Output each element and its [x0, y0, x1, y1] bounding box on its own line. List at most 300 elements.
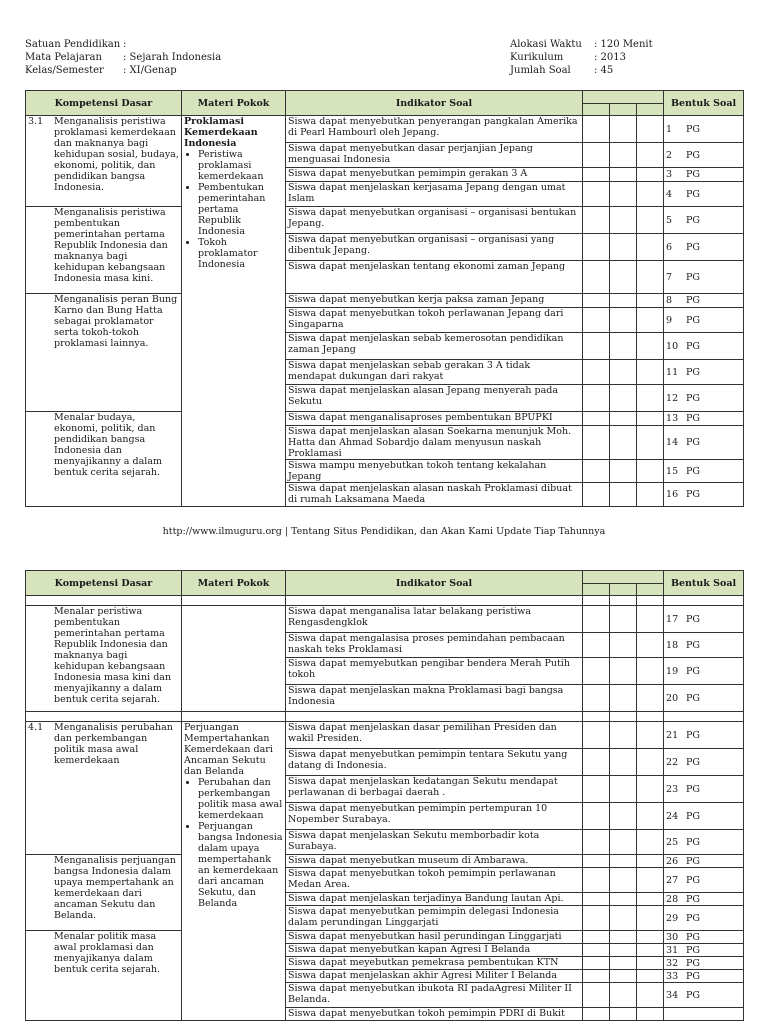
question-number: 25	[666, 836, 679, 848]
level-cell	[583, 333, 610, 360]
question-number: 24	[666, 810, 679, 822]
bentuk-soal-cell	[664, 207, 744, 234]
level-cell	[583, 182, 610, 207]
level-cell	[637, 931, 664, 944]
indikator-cell: Siswa dapat menjelaskan tentang ekonomi zaman Jepang	[286, 261, 583, 294]
indikator-cell: Siswa dapat menyebutkan ibukota RI padaAgresi Militer II Belanda.	[286, 983, 583, 1008]
question-number: 19	[666, 665, 679, 677]
kd-number: 3.1	[28, 116, 44, 127]
question-number: 4	[666, 188, 673, 200]
question-type: PG	[686, 783, 701, 795]
indikator-cell: Siswa dapat menyebutkan tokoh pemimpin PDRI di Bukit	[286, 1008, 583, 1021]
materi-item: • Tokoh proklamator Indonesia	[198, 237, 283, 270]
question-number: 8	[666, 295, 673, 306]
level-cell	[583, 1008, 610, 1021]
indikator-cell: Siswa dapat menyebutkan pemimpin tentara Sekutu yang datang di Indonesia.	[286, 749, 583, 776]
level-cell	[583, 868, 610, 893]
level-cell	[610, 460, 637, 483]
bentuk-soal-cell	[664, 168, 744, 182]
question-number: 32	[666, 957, 679, 969]
question-type: PG	[686, 874, 701, 886]
question-type: PG	[686, 912, 701, 924]
level-cell	[637, 749, 664, 776]
indikator-cell: Siswa dapat menjelaskan Sekutu memborbadir kota Surabaya.	[286, 830, 583, 855]
indikator-cell: Siswa dapat menjelaskan akhir Agresi Militer I Belanda	[286, 970, 583, 983]
question-type: PG	[686, 214, 701, 226]
level-cell	[583, 360, 610, 385]
kd-text: Menalar budaya, ekonomi, politik, dan pendidikan bangsa Indonesia dan menyajikanny a dalam bentuk cerita sejarah.	[54, 412, 162, 478]
bentuk-soal-cell	[664, 830, 744, 855]
level-cell	[610, 931, 637, 944]
document-header-left	[25, 38, 221, 77]
header-value: : Sejarah Indonesia	[123, 52, 222, 63]
header-label: Mata Pelajaran	[25, 52, 102, 63]
level-cell	[610, 1008, 637, 1021]
kd-number: 4.1	[28, 722, 44, 733]
level-cell	[637, 983, 664, 1008]
indikator-cell: Siswa dapat mengalasisa proses pemindahan pembacaan naskah teks Proklamasi	[286, 633, 583, 658]
level-cell	[583, 944, 610, 957]
level-cell	[637, 658, 664, 685]
bentuk-soal-cell	[664, 360, 744, 385]
materi-item: • Perubahan dan perkembangan politik masa awal kemerdekaan	[198, 777, 283, 821]
column-header-level-1	[583, 104, 610, 116]
level-cell	[610, 830, 637, 855]
level-cell	[583, 931, 610, 944]
level-cell	[583, 261, 610, 294]
column-header-level-3	[637, 584, 664, 596]
level-cell	[610, 970, 637, 983]
question-number: 13	[666, 413, 679, 424]
kd-text: Menalar peristiwa pembentukan pemerintahan pertama Republik Indonesia dan maknanya bagi kehidupan kebangsaan Indonesia masa kini dan menyajikanny a dalam bentuk cerita sejarah.	[54, 606, 172, 705]
question-number: 3	[666, 169, 673, 180]
bentuk-soal-cell	[664, 970, 744, 983]
level-cell	[583, 460, 610, 483]
question-type: PG	[686, 149, 701, 161]
column-header-bentuk: Bentuk Soal	[664, 571, 744, 596]
level-cell	[610, 294, 637, 308]
indikator-cell: Siswa dapat menyebutkan penyerangan pangkalan Amerika di Pearl Hambourl oleh Jepang.	[286, 116, 583, 143]
level-cell	[610, 483, 637, 507]
kd-cell	[26, 116, 182, 207]
level-cell	[583, 855, 610, 868]
level-cell	[583, 483, 610, 507]
question-type: PG	[686, 169, 701, 180]
level-cell	[637, 868, 664, 893]
level-cell	[610, 207, 637, 234]
question-number: 34	[666, 989, 679, 1001]
table-row	[26, 294, 744, 308]
column-header-kd: Kompetensi Dasar	[26, 91, 182, 116]
bentuk-soal-cell	[664, 234, 744, 261]
level-cell	[610, 143, 637, 168]
question-type: PG	[686, 123, 701, 135]
question-type: PG	[686, 836, 701, 848]
level-cell	[637, 207, 664, 234]
indikator-cell: Siswa dapat menyebutkan tokoh perlawanan Jepang dari Singaparna	[286, 308, 583, 333]
question-number: 26	[666, 855, 679, 867]
indikator-cell: Siswa dapat memyebutkan pengibar bendera Merah Putih tokoh	[286, 658, 583, 685]
materi-cell	[182, 606, 286, 712]
level-cell	[583, 970, 610, 983]
question-type: PG	[686, 729, 701, 741]
indikator-cell: Siswa dapat menyebutkan organisasi – organisasi yang dibentuk Jepang.	[286, 234, 583, 261]
level-cell	[583, 385, 610, 412]
header-value: : 45	[594, 65, 614, 76]
kd-cell	[26, 294, 182, 412]
level-cell	[610, 776, 637, 803]
level-cell	[583, 294, 610, 308]
kisi-kisi-table-1	[25, 90, 744, 507]
question-type: PG	[686, 271, 701, 283]
level-cell	[637, 855, 664, 868]
question-type: PG	[686, 665, 701, 677]
bentuk-soal-cell	[664, 658, 744, 685]
level-cell	[583, 749, 610, 776]
bentuk-soal-cell	[664, 983, 744, 1008]
indikator-cell: Siswa dapat menyebutkan dasar perjanjian Jepang menguasai Indonesia	[286, 143, 583, 168]
question-type: PG	[686, 366, 701, 378]
table-row	[26, 207, 744, 234]
level-cell	[637, 261, 664, 294]
bentuk-soal-cell	[664, 333, 744, 360]
question-type: PG	[686, 437, 701, 448]
kd-cell	[26, 722, 182, 855]
kd-cell	[26, 606, 182, 712]
spacer-row	[26, 712, 744, 722]
bentuk-soal-cell	[664, 749, 744, 776]
level-cell	[583, 685, 610, 712]
level-cell	[610, 658, 637, 685]
level-cell	[610, 685, 637, 712]
kd-text: Menganalisis perjuangan bangsa Indonesia dalam upaya mempertahank an kemerdekaan dari ancaman Sekutu dan Belanda.	[54, 855, 176, 921]
level-cell	[637, 803, 664, 830]
header-value: :	[123, 39, 127, 50]
kd-text: Menganalisis peristiwa pembentukan pemerintahan pertama Republik Indonesia dan maknanya bagi kehidupan kebangsaan Indonesia masa kini.	[54, 207, 168, 284]
level-cell	[637, 116, 664, 143]
page-footer: http://www.ilmuguru.org | Tentang Situs Pendidikan, dan Akan Kami Update Tiap Tahunnya	[162, 526, 606, 537]
question-number: 2	[666, 149, 673, 161]
column-header-indikator: Indikator Soal	[286, 571, 583, 596]
question-number: 29	[666, 912, 679, 924]
bentuk-soal-cell	[664, 722, 744, 749]
level-cell	[637, 308, 664, 333]
header-value: : XI/Genap	[123, 65, 177, 76]
header-label: Kelas/Semester	[25, 65, 104, 76]
question-number: 10	[666, 340, 679, 352]
question-number: 1	[666, 123, 673, 135]
bentuk-soal-cell	[664, 182, 744, 207]
question-number: 18	[666, 639, 679, 651]
level-cell	[637, 234, 664, 261]
header-value: : 2013	[594, 52, 626, 63]
bentuk-soal-cell	[664, 855, 744, 868]
header-value: : 120 Menit	[594, 39, 653, 50]
level-cell	[610, 944, 637, 957]
level-cell	[610, 333, 637, 360]
question-type: PG	[686, 639, 701, 651]
question-number: 7	[666, 271, 673, 283]
level-cell	[637, 722, 664, 749]
indikator-cell: Siswa dapat menyebutkan museum di Ambarawa.	[286, 855, 583, 868]
question-number: 30	[666, 931, 679, 943]
bentuk-soal-cell	[664, 957, 744, 970]
level-cell	[610, 261, 637, 294]
indikator-cell: Siswa dapat menjelaskan kerjasama Jepang dengan umat Islam	[286, 182, 583, 207]
level-cell	[583, 234, 610, 261]
level-cell	[583, 830, 610, 855]
table-row	[26, 606, 744, 633]
level-cell	[583, 893, 610, 906]
bentuk-soal-cell	[664, 906, 744, 931]
kd-cell	[26, 855, 182, 931]
level-cell	[637, 893, 664, 906]
indikator-cell: Siswa dapat menjelaskan sebab gerakan 3 A tidak mendapat dukungan dari rakyat	[286, 360, 583, 385]
bentuk-soal-cell	[664, 385, 744, 412]
question-type: PG	[686, 989, 701, 1001]
level-cell	[610, 308, 637, 333]
question-type: PG	[686, 893, 701, 905]
question-number: 16	[666, 489, 679, 500]
bentuk-soal-cell	[664, 116, 744, 143]
indikator-cell: Siswa dapat menjelaskan terjadinya Bandung lautan Api.	[286, 893, 583, 906]
level-cell	[637, 906, 664, 931]
indikator-cell: Siswa dapat menjelaskan alasan Soekarna menunjuk Moh. Hatta dan Ahmad Sobardjo dalam menyusun naskah Proklamasi	[286, 426, 583, 460]
question-type: PG	[686, 810, 701, 822]
indikator-cell: Siswa dapat menyebutkan hasil perundingan Linggarjati	[286, 931, 583, 944]
question-type: PG	[686, 756, 701, 768]
column-header-kd: Kompetensi Dasar	[26, 571, 182, 596]
table-row	[26, 116, 744, 143]
question-number: 23	[666, 783, 679, 795]
question-number: 6	[666, 241, 673, 253]
question-number: 17	[666, 613, 679, 625]
materi-list	[184, 777, 283, 909]
indikator-cell: Siswa dapat menjelaskan alasan naskah Proklamasi dibuat di rumah Laksamana Maeda	[286, 483, 583, 507]
level-cell	[637, 168, 664, 182]
bentuk-soal-cell	[664, 308, 744, 333]
bentuk-soal-cell	[664, 685, 744, 712]
level-cell	[610, 868, 637, 893]
level-cell	[583, 803, 610, 830]
level-cell	[637, 1008, 664, 1021]
kd-text: Menganalisis peristiwa proklamasi kemerdekaan dan maknanya bagi kehidupan sosial, budaya, ekonomi, politik, dan pendidikan bangsa Indonesia.	[54, 116, 179, 193]
bentuk-soal-cell	[664, 944, 744, 957]
level-cell	[637, 606, 664, 633]
question-type: PG	[686, 692, 701, 704]
materi-cell	[182, 116, 286, 507]
column-header-level-3	[637, 104, 664, 116]
question-type: PG	[686, 944, 701, 956]
level-cell	[610, 234, 637, 261]
header-label: Kurikulum	[510, 52, 564, 63]
header-label: Jumlah Soal	[510, 65, 571, 76]
indikator-cell: Siswa dapat menjelaskan sebab kemerosotan pendidikan zaman Jepang	[286, 333, 583, 360]
question-number: 5	[666, 214, 673, 226]
level-cell	[637, 483, 664, 507]
level-cell	[583, 426, 610, 460]
indikator-cell: Siswa dapat menjelaskan makna Proklamasi bagi bangsa Indonesia	[286, 685, 583, 712]
kd-text: Menalar politik masa awal proklamasi dan menyajikanya dalam bentuk cerita sejarah.	[54, 931, 161, 975]
level-cell	[583, 116, 610, 143]
level-cell	[610, 906, 637, 931]
level-cell	[637, 360, 664, 385]
level-cell	[610, 412, 637, 426]
level-cell	[637, 685, 664, 712]
bentuk-soal-cell	[664, 633, 744, 658]
indikator-cell: Siswa dapat menganalisaproses pembentukan BPUPKI	[286, 412, 583, 426]
level-cell	[637, 143, 664, 168]
question-type: PG	[686, 392, 701, 404]
bentuk-soal-cell	[664, 803, 744, 830]
question-number: 27	[666, 874, 679, 886]
materi-item: • Peristiwa proklamasi kemerdekaan	[198, 149, 283, 182]
column-header-indikator: Indikator Soal	[286, 91, 583, 116]
level-cell	[583, 906, 610, 931]
level-cell	[637, 333, 664, 360]
level-cell	[637, 944, 664, 957]
level-cell	[610, 957, 637, 970]
column-header-materi: Materi Pokok	[182, 91, 286, 116]
table-row	[26, 412, 744, 426]
indikator-cell: Siswa dapat menyebutkan kerja paksa zaman Jepang	[286, 294, 583, 308]
level-cell	[610, 116, 637, 143]
indikator-cell: Siswa dapat menjelaskan alasan Jepang menyerah pada Sekutu	[286, 385, 583, 412]
level-cell	[583, 957, 610, 970]
question-type: PG	[686, 957, 701, 969]
document-header-right	[510, 38, 653, 77]
level-cell	[637, 830, 664, 855]
question-type: PG	[686, 314, 701, 326]
indikator-cell: Siswa dapat menyebutkan pemimpin delegasi Indonesia dalam perundingan Linggarjati	[286, 906, 583, 931]
level-cell	[610, 360, 637, 385]
level-cell	[583, 143, 610, 168]
header-label: Alokasi Waktu	[510, 39, 582, 50]
level-cell	[610, 893, 637, 906]
column-header-materi: Materi Pokok	[182, 571, 286, 596]
question-number: 28	[666, 893, 679, 905]
column-header-level-2	[610, 104, 637, 116]
materi-item: • Perjuangan bangsa Indonesia dalam upaya mempertahank an kemerdekaan dari ancaman Sekutu, dan Belanda	[198, 821, 283, 909]
table-row	[26, 722, 744, 749]
level-cell	[637, 633, 664, 658]
materi-title: Perjuangan Mempertahankan Kemerdekaan dari Ancaman Sekutu dan Belanda	[184, 722, 273, 777]
level-cell	[637, 957, 664, 970]
question-type: PG	[686, 931, 701, 943]
bentuk-soal-cell	[664, 868, 744, 893]
question-type: PG	[686, 413, 701, 424]
level-cell	[610, 855, 637, 868]
bentuk-soal-cell	[664, 1008, 744, 1021]
level-cell	[637, 294, 664, 308]
bentuk-soal-cell	[664, 776, 744, 803]
question-number: 21	[666, 729, 679, 741]
question-type: PG	[686, 241, 701, 253]
question-number: 11	[666, 366, 679, 378]
level-cell	[610, 168, 637, 182]
question-number: 31	[666, 944, 679, 956]
indikator-cell: Siswa dapat menyebutkan pemimpin pertempuran 10 Nopember Surabaya.	[286, 803, 583, 830]
level-cell	[583, 308, 610, 333]
indikator-cell: Siswa dapat menjelaskan kedatangan Sekutu mendapat perlawanan di berbagai daerah .	[286, 776, 583, 803]
level-cell	[583, 168, 610, 182]
level-cell	[583, 658, 610, 685]
level-cell	[583, 722, 610, 749]
column-header-level	[583, 91, 664, 104]
kd-cell	[26, 931, 182, 1021]
question-type: PG	[686, 295, 701, 306]
kd-text: Menganalisis perubahan dan perkembangan politik masa awal kemerdekaan	[54, 722, 173, 766]
bentuk-soal-cell	[664, 483, 744, 507]
table-row	[26, 931, 744, 944]
indikator-cell: Siswa dapat menjelaskan dasar pemilihan Presiden dan wakil Presiden.	[286, 722, 583, 749]
question-number: 15	[666, 465, 679, 477]
bentuk-soal-cell	[664, 412, 744, 426]
question-number: 33	[666, 970, 679, 982]
column-header-level	[583, 571, 664, 584]
level-cell	[583, 606, 610, 633]
header-label: Satuan Pendidikan	[25, 39, 121, 50]
materi-cell	[182, 722, 286, 1021]
bentuk-soal-cell	[664, 426, 744, 460]
bentuk-soal-cell	[664, 294, 744, 308]
question-type: PG	[686, 970, 701, 982]
level-cell	[637, 182, 664, 207]
level-cell	[610, 633, 637, 658]
bentuk-soal-cell	[664, 931, 744, 944]
indikator-cell: Siswa mampu menyebutkan tokoh tentang kekalahan Jepang	[286, 460, 583, 483]
level-cell	[610, 803, 637, 830]
level-cell	[583, 412, 610, 426]
spacer-row	[26, 596, 744, 606]
level-cell	[583, 776, 610, 803]
level-cell	[610, 182, 637, 207]
level-cell	[583, 633, 610, 658]
question-number: 22	[666, 756, 679, 768]
materi-list	[184, 149, 283, 270]
question-number: 9	[666, 314, 673, 326]
indikator-cell: Siswa dapat menyebutkan organisasi – organisasi bentukan Jepang.	[286, 207, 583, 234]
level-cell	[583, 983, 610, 1008]
question-number: 14	[666, 437, 679, 448]
indikator-cell: Siswa dapat menganalisa latar belakang peristiwa Rengasdengklok	[286, 606, 583, 633]
level-cell	[637, 776, 664, 803]
table-row	[26, 855, 744, 868]
materi-title: Proklamasi Kemerdekaan Indonesia	[184, 116, 258, 149]
question-type: PG	[686, 465, 701, 477]
column-header-level-2	[610, 584, 637, 596]
question-type: PG	[686, 188, 701, 200]
level-cell	[637, 385, 664, 412]
level-cell	[610, 983, 637, 1008]
indikator-cell: Siswa dapat menyebutkan kapan Agresi I Belanda	[286, 944, 583, 957]
indikator-cell: Siswa dapat meyebutkan pemekrasa pembentukan KTN	[286, 957, 583, 970]
question-type: PG	[686, 855, 701, 867]
indikator-cell: Siswa dapat menyebutkan pemimpin gerakan 3 A	[286, 168, 583, 182]
column-header-level-1	[583, 584, 610, 596]
bentuk-soal-cell	[664, 143, 744, 168]
level-cell	[637, 426, 664, 460]
column-header-bentuk: Bentuk Soal	[664, 91, 744, 116]
bentuk-soal-cell	[664, 606, 744, 633]
level-cell	[610, 426, 637, 460]
level-cell	[637, 412, 664, 426]
level-cell	[583, 207, 610, 234]
question-number: 12	[666, 392, 679, 404]
kd-text: Menganalisis peran Bung Karno dan Bung Hatta sebagai proklamator serta tokoh-tokoh proklamasi lainnya.	[54, 294, 178, 349]
question-type: PG	[686, 489, 701, 500]
bentuk-soal-cell	[664, 893, 744, 906]
